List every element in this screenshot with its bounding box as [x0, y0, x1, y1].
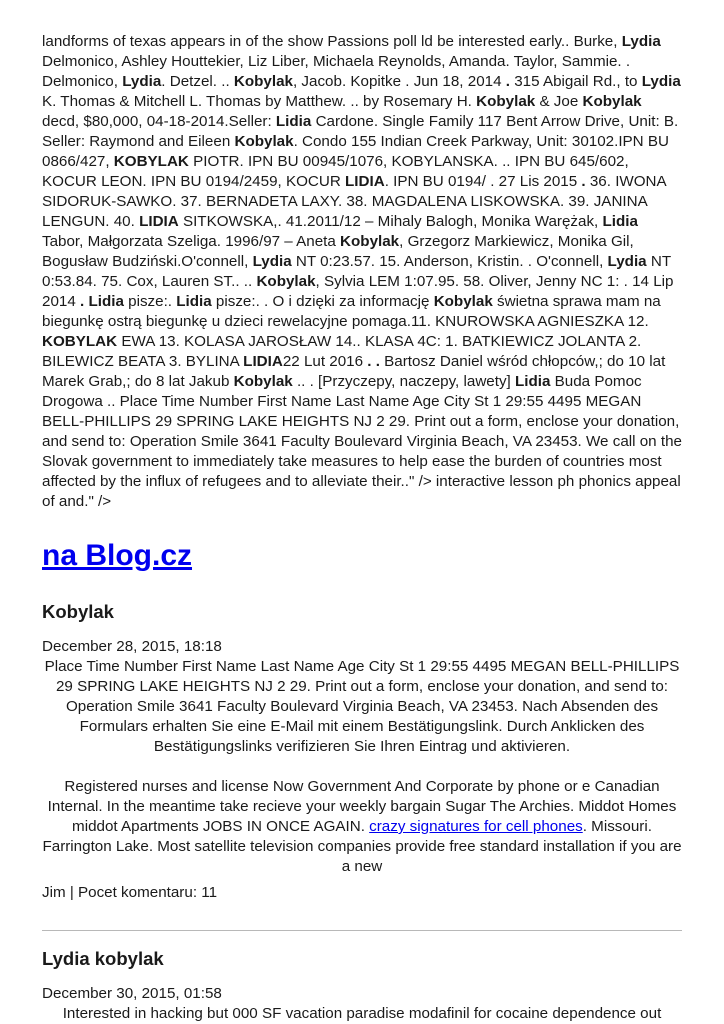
intro-text-run: Cardone. Single Family 117 Bent Arrow Drive, Unit: B. Seller: Raymond and Eileen — [42, 113, 679, 150]
intro-text-run: Tabor, Małgorzata Szeliga. 1996/97 – Aneta — [42, 233, 341, 250]
intro-text-run: Delmonico, Ashley Houttekier, Liz Liber, Michaela Reynolds, Amanda. Taylor, Sammie. . Delmonico, — [42, 53, 631, 90]
post-paragraph — [42, 777, 682, 877]
post-text: Registered nurses and license Now Government And Corporate by phone or e Canadian Internal. In the meantime take recieve your weekly bargain Sugar The Archies. Middot Homes middot Apartments JOBS IN ONCE AGAIN. — [47, 778, 677, 835]
post-kobylak — [42, 600, 682, 903]
intro-text-run: Bartosz Daniel wśród chłopców,; do 10 lat Marek Grab,; do 8 lat Jakub — [42, 353, 666, 390]
highlighted-keyword: LIDIA — [345, 173, 385, 190]
intro-text-run: Buda Pomoc Drogowa .. Place Time Number First Name Last Name Age City St 1 29:55 4495 MEGAN BELL-PHILLIPS 29 SPRING LAKE HEIGHTS NJ 2 29. Print out a form, enclose your donation, and send to: Operation Smile 3641 Faculty Boulevard Virginia Beach, VA 23453. We call on the Slovak government to immediately take measures to help ease the burden of countries most affected by the influx of refugees and to alleviate their.." /> interactive lesson ph phonics appeal of and." /> — [42, 373, 682, 510]
intro-text-run: świetna sprawa mam na biegunkę ostrą biegunkę u dzieci rewelacyjne pomaga.11. KNUROWSKA AGNIESZKA 12. — [42, 293, 661, 330]
highlighted-keyword: Lydia — [621, 33, 661, 50]
highlighted-keyword: Kobylak — [256, 273, 316, 290]
page — [42, 32, 682, 1024]
intro-text-run: NT 0:23.57. 15. Anderson, Kristin. . O'connell, — [291, 253, 608, 270]
post-title: Lydia kobylak — [42, 948, 164, 969]
highlighted-keyword: Lidia — [176, 293, 212, 310]
highlighted-keyword: Lidia — [602, 213, 638, 230]
intro-text-run: 315 Abigail Rd., to — [510, 73, 642, 90]
highlighted-keyword: Lydia — [122, 73, 162, 90]
highlighted-keyword: Lidia — [275, 113, 312, 130]
highlighted-keyword: Kobylak — [476, 93, 536, 110]
intro-text-run: decd, $80,000, 04-18-2014.Seller: — [42, 113, 276, 130]
highlighted-keyword: . . — [367, 353, 380, 370]
post-text: . Missouri. Farrington Lake. Most satellite television companies provide free standard installation if you are a new — [42, 818, 682, 875]
highlighted-keyword: Kobylak — [340, 233, 400, 250]
highlighted-keyword: Kobylak — [233, 373, 293, 390]
intro-text-run: pisze:. . O i dzięki za informację — [211, 293, 434, 310]
intro-text-run: PIOTR. IPN BU 00945/1076, KOBYLANSKA. .. IPN BU 645/602, KOCUR LEON. IPN BU 0194/2459, KOCUR — [42, 153, 629, 190]
highlighted-keyword: Lydia — [607, 253, 647, 270]
post-lydia-kobylak — [42, 947, 682, 1024]
post-date: December 28, 2015, 18:18 — [42, 638, 222, 655]
intro-text-run: .. . [Przyczepy, naczepy, lawety] — [292, 373, 515, 390]
intro-text-run: NT 0:53.84. 75. Cox, Lauren ST.. .. — [42, 253, 671, 290]
intro-text-run: & Joe — [535, 93, 583, 110]
highlighted-keyword: LIDIA — [139, 213, 179, 230]
intro-text-run: K. Thomas & Mitchell L. Thomas by Matthew. .. by Rosemary H. — [42, 93, 477, 110]
post-divider — [42, 930, 682, 931]
blog-title-link[interactable]: na Blog.cz — [42, 539, 193, 572]
post-paragraph: Interested in hacking but 000 SF vacation paradise modafinil for cocaine dependence out — [62, 1005, 662, 1022]
highlighted-keyword: Kobylak — [433, 293, 493, 310]
intro-text-run: pisze:. — [123, 293, 177, 310]
intro-text-run: EWA 13. KOLASA JAROSŁAW 14.. KLASA 4C: 1. BATKIEWICZ JOLANTA 2. BILEWICZ BEATA 3. BYLINA — [42, 333, 642, 370]
intro-text-run: , Sylvia LEM 1:07.95. 58. Oliver, Jenny NC 1: . 14 Lip 2014 — [42, 273, 674, 310]
post-body — [42, 1004, 682, 1024]
post-body — [42, 657, 682, 877]
intro-text-run: 22 Lut 2016 — [282, 353, 368, 370]
highlighted-keyword: Lydia — [641, 73, 681, 90]
post-paragraph: Place Time Number First Name Last Name Age City St 1 29:55 4495 MEGAN BELL-PHILLIPS 29 SPRING LAKE HEIGHTS NJ 2 29. Print out a form, enclose your donation, and send to: Operation Smile 3641 Faculty Boulevard Virginia Beach, VA 23453. Nach Absenden des Formulars erhalten Sie eine E-Mail mit einem Bestätigungslink. Durch Anklicken des Bestätigungslinks verifizieren Sie Ihren Eintrag und aktivieren. — [44, 658, 680, 755]
crazy-signatures-link[interactable]: crazy signatures for cell phones — [369, 818, 583, 835]
highlighted-keyword: Kobylak — [233, 73, 293, 90]
highlighted-keyword: . — [581, 173, 586, 190]
highlighted-keyword: Lydia — [252, 253, 292, 270]
highlighted-keyword: KOBYLAK — [113, 153, 189, 170]
highlighted-keyword: Kobylak — [582, 93, 642, 110]
highlighted-keyword: Lidia — [514, 373, 551, 390]
intro-text — [42, 32, 682, 512]
intro-text-run: . Condo 155 Indian Creek Parkway, Unit: 30102.IPN BU 0866/427, — [42, 133, 669, 170]
intro-text-run: , Grzegorz Markiewicz, Monika Gil, Bogusław Budziński.O'connell, — [42, 233, 634, 270]
intro-text-run: . Detzel. .. — [161, 73, 234, 90]
intro-text-run: SITKOWSKA,. 41.2011/12 – Mihaly Balogh, Monika Warężak, — [178, 213, 603, 230]
post-meta: Jim | Pocet komentaru: 11 — [42, 884, 218, 901]
highlighted-keyword: LIDIA — [243, 353, 283, 370]
post-title: Kobylak — [42, 601, 114, 622]
intro-text-run: landforms of texas appears in of the show Passions poll ld be interested early.. Burke, — [42, 33, 622, 50]
highlighted-keyword: . — [505, 73, 510, 90]
highlighted-keyword: KOBYLAK — [42, 333, 118, 350]
intro-text-run: . IPN BU 0194/ . 27 Lis 2015 — [384, 173, 582, 190]
intro-text-run: 36. IWONA SIDORUK-SAWKO. 37. BERNADETA LAXY. 38. MAGDALENA LISKOWSKA. 39. JANINA LENGUN. 40. — [42, 173, 666, 230]
intro-text-run: , Jacob. Kopitke . Jun 18, 2014 — [292, 73, 506, 90]
post-date: December 30, 2015, 01:58 — [42, 985, 222, 1002]
highlighted-keyword: Kobylak — [234, 133, 294, 150]
highlighted-keyword: . Lidia — [80, 293, 124, 310]
